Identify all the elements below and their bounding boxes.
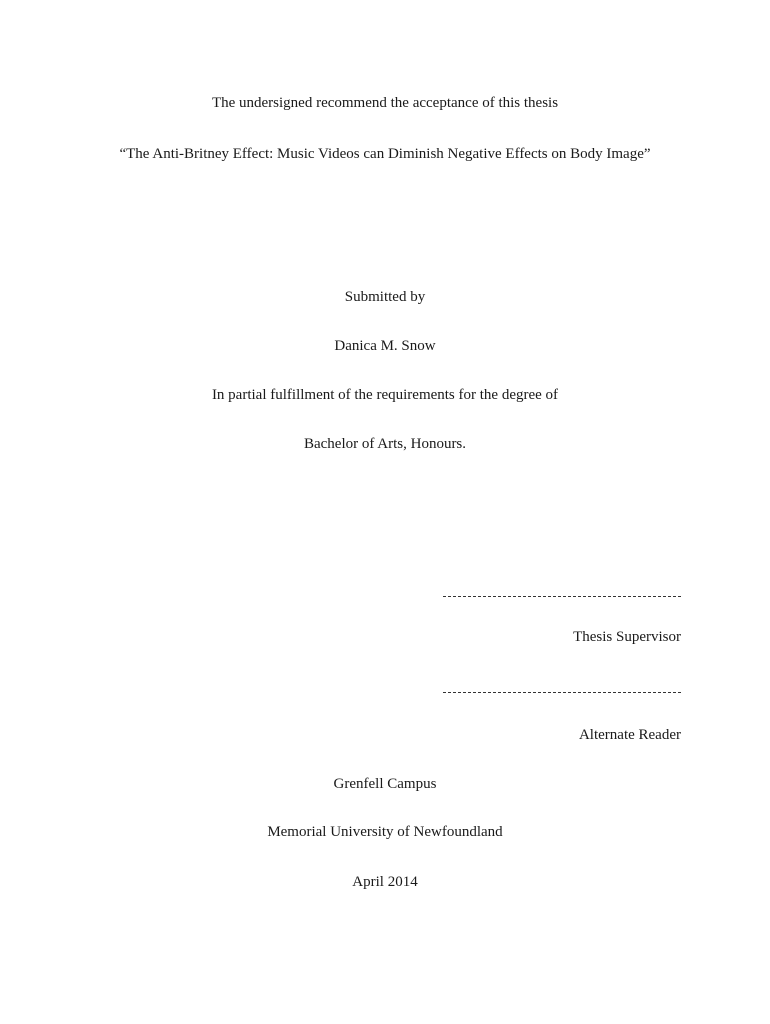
university-name: Memorial University of Newfoundland: [267, 824, 503, 840]
supervisor-role-label: Thesis Supervisor: [573, 629, 681, 645]
submission-date: April 2014: [352, 874, 418, 890]
campus-name: Grenfell Campus: [333, 776, 437, 792]
fulfillment-statement: In partial fulfillment of the requirements for the degree of: [211, 387, 559, 403]
reader-signature-line: [443, 692, 681, 693]
reader-role-label: Alternate Reader: [578, 727, 681, 743]
author-name: Danica M. Snow: [334, 338, 436, 354]
recommendation-statement: The undersigned recommend the acceptance of this thesis: [211, 95, 559, 111]
degree-name: Bachelor of Arts, Honours.: [303, 436, 467, 452]
thesis-title: “The Anti-Britney Effect: Music Videos can Diminish Negative Effects on Body Image”: [119, 146, 651, 162]
submitted-by-label: Submitted by: [344, 289, 426, 305]
supervisor-signature-line: [443, 596, 681, 597]
